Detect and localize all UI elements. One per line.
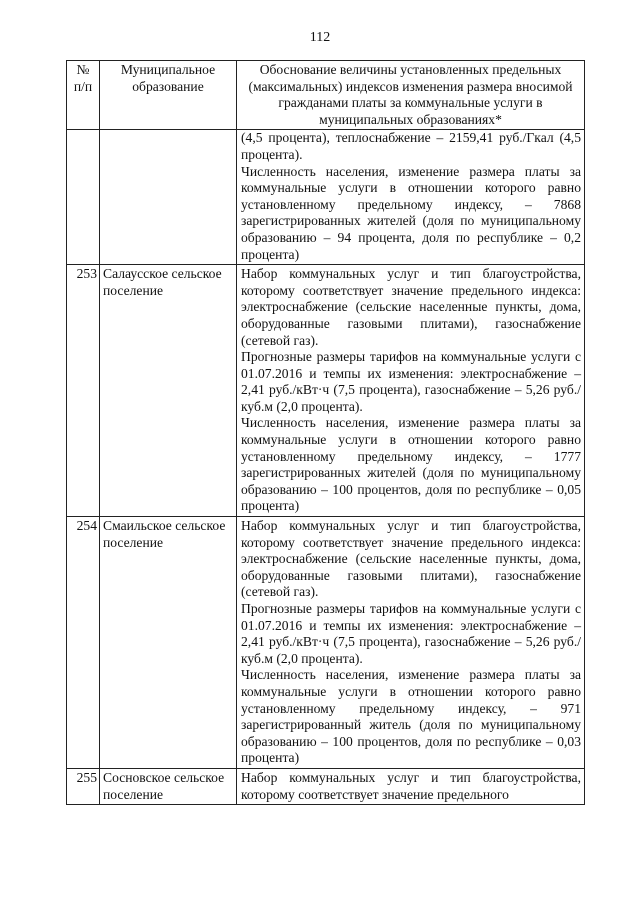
row-justification: [237, 265, 585, 517]
table-row: [67, 130, 585, 265]
row-justification: [237, 517, 585, 769]
paragraph: Прогнозные размеры тарифов на коммунальные услуги с 01.07.2016 и темпы их изменения: электроснабжение – 2,41 руб./кВт·ч (7,5 процента), газоснабжение – 5,26 руб./куб.м (2,0 процента).: [241, 601, 581, 666]
paragraph: Прогнозные размеры тарифов на коммунальные услуги с 01.07.2016 и темпы их изменения: электроснабжение – 2,41 руб./кВт·ч (7,5 процента), газоснабжение – 5,26 руб./куб.м (2,0 процента).: [241, 349, 581, 414]
row-number: [67, 130, 100, 265]
row-municipality: Сосновское сельское поселение: [100, 768, 237, 804]
paragraph: Набор коммунальных услуг и тип благоустройства, которому соответствует значение предельного: [241, 769, 581, 802]
row-number: 254: [67, 517, 100, 769]
row-number: 255: [67, 768, 100, 804]
table-row: [67, 768, 585, 804]
paragraph: Набор коммунальных услуг и тип благоустройства, которому соответствует значение предельного индекса: электроснабжение (сельские населенные пункты, дома, оборудованные газовыми плитами), газоснабжение (сетевой газ).: [241, 518, 581, 600]
row-municipality: Смаильское сельское поселение: [100, 517, 237, 769]
paragraph: Набор коммунальных услуг и тип благоустройства, которому соответствует значение предельного индекса: электроснабжение (сельские населенные пункты, дома, оборудованные газовыми плитами), газоснабжение (сетевой газ).: [241, 266, 581, 348]
header-municipality: Муниципальное образование: [100, 61, 237, 130]
row-justification: [237, 130, 585, 265]
row-justification: [237, 768, 585, 804]
header-justification: Обоснование величины установленных предельных (максимальных) индексов изменения размера вносимой гражданами платы за коммунальные услуги в муниципальных образованиях*: [237, 61, 585, 130]
page-number: 112: [309, 30, 331, 45]
table-row: [67, 265, 585, 517]
header-number: № п/п: [67, 61, 100, 130]
row-municipality: [100, 130, 237, 265]
paragraph: Численность населения, изменение размера платы за коммунальные услуги в отношении которого равно установленному предельному индексу, – 1777 зарегистрированных жителей (доля по муниципальному образованию – 100 процентов, доля по республике – 0,05 процента): [241, 415, 581, 514]
tariff-index-table: [66, 60, 585, 805]
paragraph: Численность населения, изменение размера платы за коммунальные услуги в отношении которого равно установленному предельному индексу, – 7868 зарегистрированных жителей (доля по муниципальному образованию – 94 процента, доля по республике – 0,2 процента): [241, 163, 581, 262]
paragraph: (4,5 процента), теплоснабжение – 2159,41 руб./Гкал (4,5 процента).: [241, 130, 581, 162]
table-header-row: [67, 61, 585, 130]
table-row: [67, 517, 585, 769]
paragraph: Численность населения, изменение размера платы за коммунальные услуги в отношении которого равно установленному предельному индексу, – 971 зарегистрированный житель (доля по муниципальному образованию – 100 процентов, доля по республике – 0,03 процента): [241, 667, 581, 766]
row-number: 253: [67, 265, 100, 517]
row-municipality: Салаусское сельское поселение: [100, 265, 237, 517]
